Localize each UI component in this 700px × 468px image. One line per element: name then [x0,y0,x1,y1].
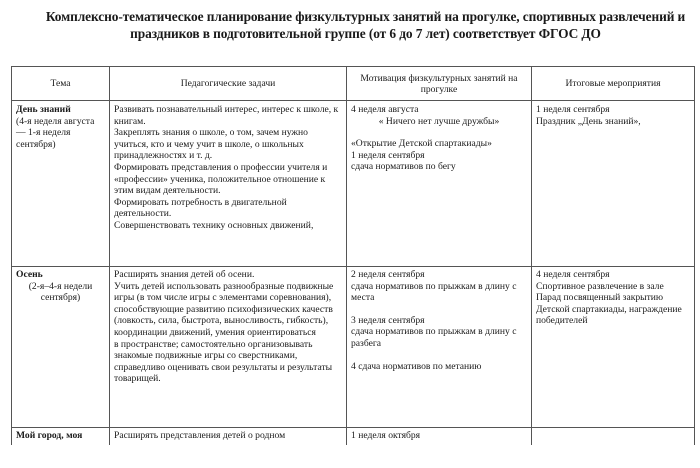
events-cell [532,101,695,267]
theme-cell [12,101,110,267]
task-item: Расширять представления детей о родном [114,430,286,441]
theme-name: Мой город, моя [16,430,83,441]
tasks-cell [110,267,347,428]
event-item: Парад посвященный закрытию Детской спартакиады, награждение победителей [536,292,682,327]
task-item: в пространстве; самостоятельно организовывать знакомые подвижные игры со сверстниками, справедливо оценивать свои результаты и результаты товарищей. [114,338,333,385]
theme-period: (4-я неделя августа — 1-я неделя сентября) [16,115,95,150]
planning-table [11,66,695,445]
task-item: Развивать познавательный интерес, интерес к школе, к книгам. [114,104,339,127]
table-header-row [12,67,695,101]
header-motivation: Мотивация физкультурных занятий на прогулке [347,67,532,101]
table-row [12,101,695,267]
motivation-item: «Открытие Детской спартакиады» [351,138,492,150]
task-item: Формировать представления о профессии учителя и «профессии» ученика, положительное отношение к этим видам деятельности. [114,161,328,197]
motivation-item: сдача нормативов по прыжкам в длину с места [351,280,517,304]
task-item: Расширять знания детей об осени. [114,269,255,280]
motivation-item: 4 неделя августа [351,104,419,115]
document-title: Комплексно-тематическое планирование физкультурных занятий на прогулке, спортивных развлечений и праздников в подготовительной группе (от 6 до 7 лет) соответствует ФГОС ДО [45,9,686,41]
task-item: Формировать потребность в двигательной деятельности. [114,196,287,220]
motivation-item: 3 неделя сентября [351,314,425,326]
task-item: Учить детей использовать разнообразные подвижные игры (в том числе игры с элементами соревнования), способствующие развитию психофизических качеств (ловкость, сила, быстрота, выносливость, гибкость), координации движений, умения ориентироваться [114,280,334,338]
motivation-cell [347,101,532,267]
event-item: 4 неделя сентября [536,269,610,280]
tasks-cell [110,428,347,446]
spacer [351,127,527,138]
task-item: Закреплять знания о школе, о том, зачем нужно учиться, кто и чему учит в школе, о школьных принадлежностях и т. д. [114,127,308,162]
theme-cell [12,428,110,446]
motivation-item: 1 неделя сентября [351,149,425,161]
event-item: Спортивное развлечение в зале [536,280,664,292]
motivation-cell [347,428,532,446]
table-row [12,428,695,446]
event-item: Праздник „День знаний», [536,115,641,127]
header-events: Итоговые мероприятия [532,67,695,101]
motivation-item: 4 сдача нормативов по метанию [351,360,482,372]
header-theme: Тема [12,67,110,101]
theme-period: (2-я–4-я недели сентября) [28,280,93,304]
theme-cell [12,267,110,428]
tasks-cell [110,101,347,267]
motivation-item: 1 неделя октября [351,430,421,441]
event-item: 1 неделя сентября [536,104,610,115]
motivation-item: « Ничего нет лучше дружбы» [378,115,500,127]
table-row [12,267,695,428]
theme-name: День знаний [16,104,71,115]
spacer [351,350,527,361]
header-tasks: Педагогические задачи [110,67,347,101]
motivation-item: 2 неделя сентября [351,269,425,280]
theme-name: Осень [16,269,43,280]
motivation-item: сдача нормативов по бегу [351,161,456,173]
motivation-cell [347,267,532,428]
spacer [351,304,527,315]
events-cell [532,428,695,446]
task-item: Совершенствовать технику основных движений, [114,219,314,231]
motivation-item: сдача нормативов по прыжкам в длину с разбега [351,326,517,349]
events-cell [532,267,695,428]
